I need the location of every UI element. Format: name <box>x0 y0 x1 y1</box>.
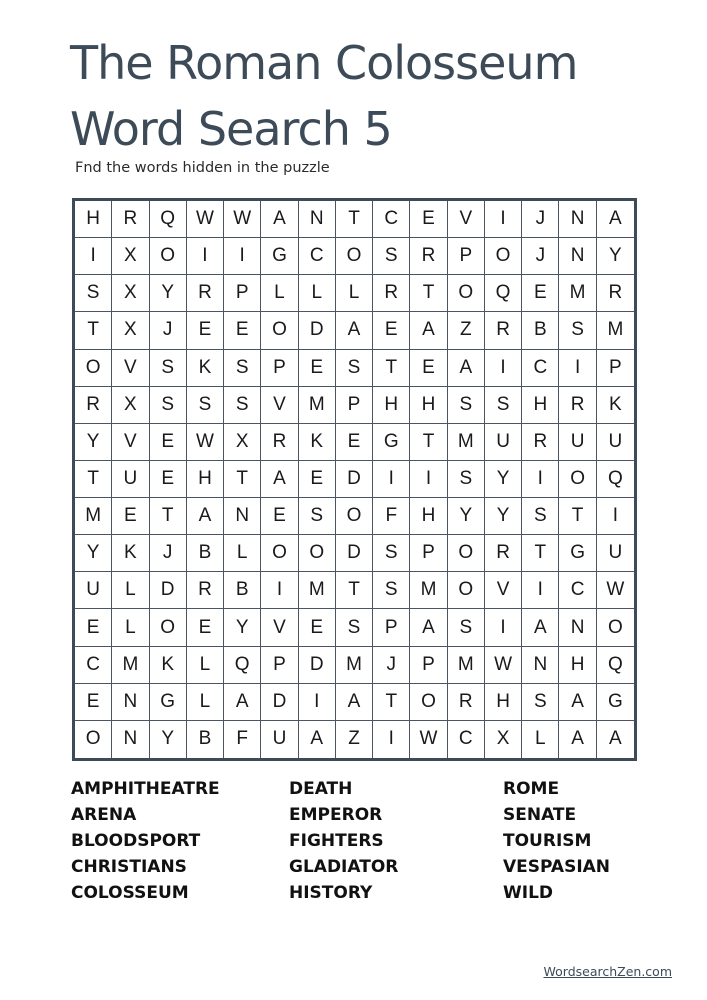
grid-cell[interactable]: I <box>597 498 634 535</box>
grid-cell[interactable]: G <box>261 238 298 275</box>
grid-cell[interactable]: D <box>336 461 373 498</box>
grid-cell[interactable]: G <box>150 684 187 721</box>
page-subtitle-heading: Word Search 5 <box>70 102 392 156</box>
grid-cell[interactable]: V <box>112 350 149 387</box>
grid-cell[interactable]: X <box>224 424 261 461</box>
grid-cell[interactable]: I <box>187 238 224 275</box>
grid-cell[interactable]: K <box>299 424 336 461</box>
grid-cell[interactable]: S <box>373 535 410 572</box>
grid-cell[interactable]: R <box>187 275 224 312</box>
grid-cell[interactable]: S <box>373 238 410 275</box>
grid-cell[interactable]: S <box>373 572 410 609</box>
grid-cell[interactable]: S <box>336 609 373 646</box>
footer-link[interactable]: WordsearchZen.com <box>543 964 672 979</box>
grid-cell[interactable]: B <box>187 721 224 758</box>
grid-cell[interactable]: P <box>448 238 485 275</box>
grid-cell[interactable]: G <box>559 535 596 572</box>
grid-cell[interactable]: W <box>224 201 261 238</box>
grid-cell[interactable]: R <box>187 572 224 609</box>
grid-cell[interactable]: R <box>522 424 559 461</box>
grid-cell[interactable]: O <box>150 609 187 646</box>
grid-cell[interactable]: R <box>448 684 485 721</box>
grid-cell[interactable]: S <box>336 350 373 387</box>
grid-cell[interactable]: T <box>336 572 373 609</box>
word-list-item: GLADIATOR <box>289 857 399 877</box>
grid-cell[interactable]: R <box>373 275 410 312</box>
grid-cell[interactable]: U <box>112 461 149 498</box>
grid-cell[interactable]: O <box>559 461 596 498</box>
grid-cell[interactable]: M <box>299 572 336 609</box>
grid-cell[interactable]: P <box>224 275 261 312</box>
word-list-column-3 <box>503 776 610 906</box>
grid-cell[interactable]: Y <box>150 275 187 312</box>
grid-cell[interactable]: R <box>410 238 447 275</box>
grid-cell[interactable]: I <box>373 461 410 498</box>
grid-cell[interactable]: A <box>597 201 634 238</box>
grid-cell[interactable]: O <box>336 498 373 535</box>
grid-cell[interactable]: R <box>261 424 298 461</box>
grid-cell[interactable]: O <box>261 535 298 572</box>
grid-cell[interactable]: A <box>299 721 336 758</box>
grid-cell[interactable]: J <box>150 312 187 349</box>
grid-cell[interactable]: Q <box>597 461 634 498</box>
grid-cell[interactable]: L <box>522 721 559 758</box>
grid-cell[interactable]: Y <box>75 535 112 572</box>
grid-cell[interactable]: U <box>75 572 112 609</box>
grid-cell[interactable]: F <box>373 498 410 535</box>
grid-cell[interactable]: T <box>373 684 410 721</box>
grid-cell[interactable]: I <box>485 609 522 646</box>
grid-cell[interactable]: L <box>299 275 336 312</box>
grid-cell[interactable]: E <box>299 461 336 498</box>
grid-cell[interactable]: R <box>75 387 112 424</box>
word-list-item: HISTORY <box>289 883 373 903</box>
grid-cell[interactable]: A <box>609 728 622 750</box>
grid-cell[interactable]: L <box>224 535 261 572</box>
grid-cell[interactable]: N <box>559 238 596 275</box>
grid-cell[interactable]: L <box>112 572 149 609</box>
grid-cell[interactable]: T <box>559 498 596 535</box>
grid-cell[interactable]: S <box>224 350 261 387</box>
grid-cell[interactable]: P <box>336 387 373 424</box>
grid-cell[interactable]: Y <box>150 721 187 758</box>
word-list-item: FIGHTERS <box>289 831 384 851</box>
grid-cell[interactable]: V <box>261 609 298 646</box>
grid-cell[interactable]: I <box>299 684 336 721</box>
grid-cell[interactable]: S <box>522 684 559 721</box>
grid-cell[interactable]: M <box>559 275 596 312</box>
grid-cell[interactable]: J <box>373 647 410 684</box>
grid-cell[interactable]: V <box>485 572 522 609</box>
grid-cell[interactable]: V <box>112 424 149 461</box>
grid-cell[interactable]: T <box>522 535 559 572</box>
grid-cell[interactable]: W <box>597 572 634 609</box>
grid-cell[interactable]: I <box>224 238 261 275</box>
grid-cell[interactable]: E <box>150 461 187 498</box>
grid-cell[interactable]: J <box>522 201 559 238</box>
grid-cell[interactable]: W <box>187 424 224 461</box>
grid-cell[interactable]: P <box>410 647 447 684</box>
grid-cell[interactable]: P <box>261 647 298 684</box>
grid-cell[interactable]: E <box>410 350 447 387</box>
word-list-column-2 <box>289 776 398 906</box>
grid-cell[interactable]: Y <box>75 424 112 461</box>
grid-cell[interactable]: D <box>299 647 336 684</box>
grid-cell[interactable]: U <box>597 535 634 572</box>
grid-cell[interactable]: M <box>112 647 149 684</box>
grid-cell[interactable]: U <box>597 424 634 461</box>
grid-cell[interactable]: S <box>559 312 596 349</box>
grid-cell[interactable]: S <box>448 387 485 424</box>
grid-cell[interactable]: U <box>559 424 596 461</box>
grid-cell[interactable]: Q <box>224 647 261 684</box>
grid-cell[interactable]: C <box>299 238 336 275</box>
grid-cell[interactable]: X <box>485 721 522 758</box>
grid-cell[interactable]: K <box>187 350 224 387</box>
grid-cell[interactable]: M <box>448 424 485 461</box>
word-list-item: SENATE <box>503 805 577 825</box>
grid-cell[interactable]: J <box>522 238 559 275</box>
word-list-item: WILD <box>503 883 554 903</box>
grid-cell[interactable]: P <box>597 350 634 387</box>
grid-cell[interactable]: Y <box>485 461 522 498</box>
word-list-item: DEATH <box>289 779 353 799</box>
grid-cell[interactable]: W <box>485 647 522 684</box>
grid-cell[interactable]: L <box>261 275 298 312</box>
grid-cell[interactable]: E <box>187 609 224 646</box>
grid-cell[interactable]: D <box>150 572 187 609</box>
grid-cell[interactable]: B <box>522 312 559 349</box>
grid-cell[interactable]: W <box>410 721 447 758</box>
grid-cell[interactable]: S <box>75 275 112 312</box>
grid-cell[interactable]: M <box>597 312 634 349</box>
grid-cell[interactable]: E <box>112 498 149 535</box>
grid-cell[interactable]: H <box>559 647 596 684</box>
grid-cell[interactable]: S <box>522 498 559 535</box>
grid-cell[interactable]: C <box>448 721 485 758</box>
grid-cell[interactable]: Y <box>224 609 261 646</box>
word-list-item: VESPASIAN <box>503 857 611 877</box>
grid-cell[interactable]: O <box>299 535 336 572</box>
grid-cell[interactable]: C <box>373 201 410 238</box>
word-list-item: ARENA <box>71 805 137 825</box>
word-list-item: AMPHITHEATRE <box>71 779 220 799</box>
grid-cell[interactable]: A <box>448 350 485 387</box>
grid-cell[interactable]: U <box>261 721 298 758</box>
grid-cell[interactable]: O <box>75 350 112 387</box>
grid-cell[interactable]: P <box>373 609 410 646</box>
grid-cell[interactable]: L <box>187 647 224 684</box>
grid-cell[interactable]: E <box>261 498 298 535</box>
grid-cell[interactable]: R <box>485 312 522 349</box>
grid-cell[interactable]: I <box>485 350 522 387</box>
grid-cell[interactable]: T <box>75 312 112 349</box>
grid-cell[interactable]: A <box>224 684 261 721</box>
grid-cell[interactable]: V <box>261 387 298 424</box>
grid-cell[interactable]: M <box>448 647 485 684</box>
grid-cell[interactable]: E <box>373 312 410 349</box>
grid-cell[interactable]: N <box>112 721 149 758</box>
grid-cell[interactable]: C <box>75 647 112 684</box>
grid-cell[interactable]: O <box>448 572 485 609</box>
grid-cell[interactable]: S <box>150 350 187 387</box>
grid-cell[interactable]: X <box>112 238 149 275</box>
grid-cell[interactable]: U <box>485 424 522 461</box>
page-title: The Roman Colosseum <box>70 36 578 90</box>
grid-cell[interactable]: S <box>448 609 485 646</box>
grid-cell[interactable]: I <box>261 572 298 609</box>
grid-cell[interactable]: H <box>485 684 522 721</box>
grid-cell[interactable]: E <box>75 684 112 721</box>
word-list-column-1 <box>71 776 220 906</box>
grid-cell[interactable]: Y <box>597 238 634 275</box>
grid-cell[interactable]: B <box>187 535 224 572</box>
grid-cell[interactable]: O <box>150 238 187 275</box>
grid-cell[interactable]: H <box>522 387 559 424</box>
grid-cell[interactable]: O <box>261 312 298 349</box>
grid-cell[interactable]: B <box>224 572 261 609</box>
grid-cell[interactable]: A <box>410 312 447 349</box>
grid-cell[interactable]: A <box>261 201 298 238</box>
grid-cell[interactable]: L <box>187 684 224 721</box>
grid-cell[interactable]: L <box>112 609 149 646</box>
grid-cell[interactable]: C <box>522 350 559 387</box>
grid-cell[interactable]: S <box>150 387 187 424</box>
grid-cell[interactable]: Z <box>448 312 485 349</box>
grid-cell[interactable]: I <box>410 461 447 498</box>
grid-cell[interactable]: E <box>522 275 559 312</box>
grid-cell[interactable]: O <box>597 609 634 646</box>
grid-cell[interactable]: P <box>261 350 298 387</box>
grid-cell[interactable]: P <box>410 535 447 572</box>
grid-cell[interactable]: O <box>448 275 485 312</box>
grid-cell[interactable]: S <box>299 498 336 535</box>
grid-cell[interactable]: I <box>559 350 596 387</box>
grid-cell[interactable]: M <box>336 647 373 684</box>
grid-cell[interactable]: E <box>410 201 447 238</box>
grid-cell[interactable]: N <box>224 498 261 535</box>
word-list-item: EMPEROR <box>289 805 383 825</box>
word-list-item: COLOSSEUM <box>71 883 189 903</box>
grid-cell[interactable]: L <box>336 275 373 312</box>
grid-cell[interactable]: T <box>410 275 447 312</box>
grid-cell[interactable]: K <box>112 535 149 572</box>
grid-cell[interactable]: O <box>485 238 522 275</box>
grid-cell[interactable]: H <box>187 461 224 498</box>
grid-cell[interactable]: E <box>75 609 112 646</box>
grid-cell[interactable]: O <box>448 535 485 572</box>
grid-cell[interactable]: K <box>150 647 187 684</box>
grid-cell[interactable]: R <box>485 535 522 572</box>
grid-cell[interactable]: A <box>410 609 447 646</box>
grid-cell[interactable]: Y <box>448 498 485 535</box>
grid-cell[interactable]: D <box>336 535 373 572</box>
grid-cell[interactable]: R <box>559 387 596 424</box>
grid-cell[interactable]: X <box>112 387 149 424</box>
word-list-item: TOURISM <box>503 831 592 851</box>
grid-cell[interactable]: H <box>75 201 112 238</box>
grid-cell[interactable]: D <box>261 684 298 721</box>
grid-cell[interactable]: N <box>522 647 559 684</box>
grid-cell[interactable]: N <box>559 201 596 238</box>
grid-cell[interactable]: Q <box>485 275 522 312</box>
grid-cell[interactable]: E <box>299 350 336 387</box>
grid-cell[interactable]: H <box>410 498 447 535</box>
letter-grid <box>72 198 637 761</box>
grid-cell[interactable]: S <box>187 387 224 424</box>
grid-cell[interactable]: E <box>224 312 261 349</box>
grid-cell[interactable]: D <box>299 312 336 349</box>
grid-cell[interactable]: E <box>150 424 187 461</box>
grid-cell[interactable]: T <box>410 424 447 461</box>
grid-cell[interactable]: O <box>336 238 373 275</box>
grid-cell[interactable]: M <box>410 572 447 609</box>
grid-cell[interactable]: X <box>112 275 149 312</box>
grid-cell[interactable]: J <box>150 535 187 572</box>
grid-cell[interactable]: I <box>75 238 112 275</box>
grid-cell[interactable]: M <box>75 498 112 535</box>
grid-cell[interactable]: I <box>522 461 559 498</box>
grid-cell[interactable]: E <box>299 609 336 646</box>
grid-cell[interactable]: O <box>410 684 447 721</box>
grid-cell[interactable]: R <box>112 201 149 238</box>
grid-cell[interactable]: C <box>559 572 596 609</box>
grid-cell[interactable]: T <box>336 201 373 238</box>
grid-cell[interactable]: N <box>299 201 336 238</box>
grid-cell[interactable]: T <box>150 498 187 535</box>
word-list-item: BLOODSPORT <box>71 831 201 851</box>
word-list-item: ROME <box>503 779 560 799</box>
grid-cell[interactable]: S <box>485 387 522 424</box>
grid-cell[interactable]: A <box>559 684 596 721</box>
grid-cell[interactable]: R <box>597 275 634 312</box>
grid-cell[interactable]: N <box>112 684 149 721</box>
grid-cell[interactable]: O <box>75 721 112 758</box>
grid-cell[interactable]: T <box>75 461 112 498</box>
grid-cell[interactable]: E <box>187 312 224 349</box>
grid-cell[interactable]: Y <box>485 498 522 535</box>
grid-cell[interactable]: S <box>448 461 485 498</box>
grid-cell[interactable]: T <box>373 350 410 387</box>
grid-cell[interactable]: G <box>373 424 410 461</box>
grid-cell[interactable]: A <box>187 498 224 535</box>
grid-cell[interactable]: W <box>187 201 224 238</box>
grid-cell[interactable]: V <box>448 201 485 238</box>
grid-cell[interactable]: F <box>224 721 261 758</box>
grid-cell[interactable]: H <box>410 387 447 424</box>
grid-cell[interactable]: K <box>597 387 634 424</box>
grid-cell[interactable]: Z <box>336 721 373 758</box>
grid-cell[interactable]: Q <box>150 201 187 238</box>
grid-cell[interactable]: I <box>373 721 410 758</box>
grid-cell[interactable]: H <box>373 387 410 424</box>
grid-cell[interactable]: M <box>299 387 336 424</box>
grid-cell[interactable]: T <box>224 461 261 498</box>
grid-cell[interactable]: G <box>597 684 634 721</box>
grid-cell[interactable]: S <box>224 387 261 424</box>
grid-cell[interactable]: X <box>112 312 149 349</box>
grid-cell[interactable]: I <box>522 572 559 609</box>
grid-cell[interactable]: A <box>261 461 298 498</box>
grid-cell[interactable]: N <box>559 609 596 646</box>
grid-cell[interactable]: A <box>522 609 559 646</box>
grid-cell[interactable]: A <box>336 312 373 349</box>
grid-cell[interactable]: A <box>559 721 596 758</box>
grid-cell[interactable]: Q <box>597 647 634 684</box>
instructions: Fnd the words hidden in the puzzle <box>75 160 330 176</box>
grid-cell[interactable]: A <box>336 684 373 721</box>
word-list-item: CHRISTIANS <box>71 857 187 877</box>
grid-cell[interactable]: I <box>485 201 522 238</box>
grid-cell[interactable]: E <box>336 424 373 461</box>
